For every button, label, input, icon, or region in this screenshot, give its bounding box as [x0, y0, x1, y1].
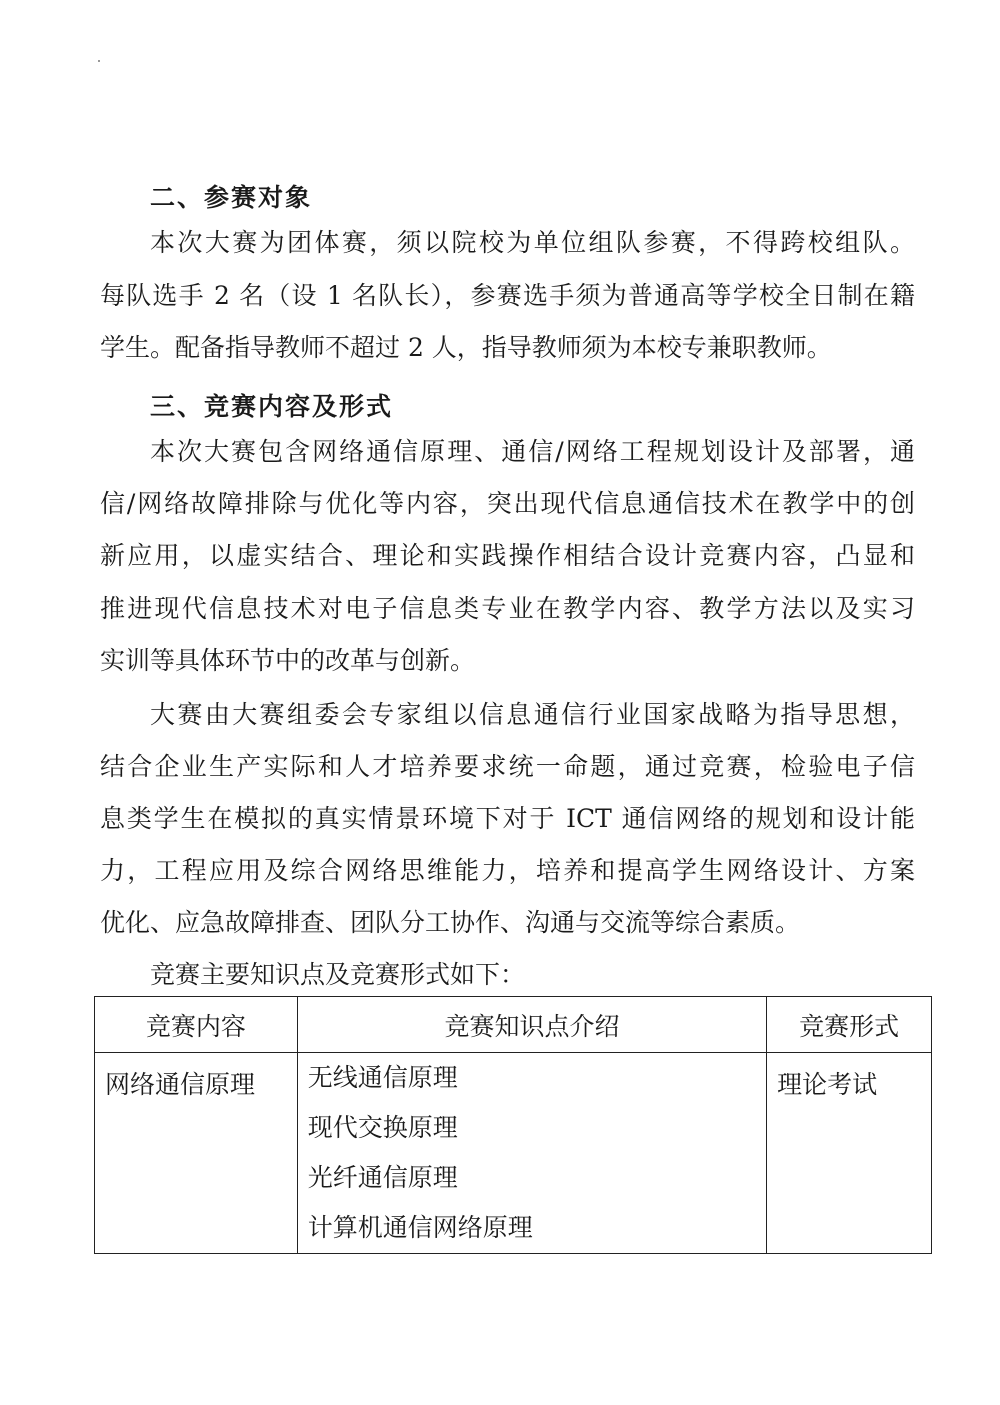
knowledge-point: 无线通信原理: [307, 1063, 458, 1092]
para-2-line-3: 息类学生在模拟的真实情景环境下对于 ICT 通信网络的规划和设计能: [100, 804, 915, 833]
para-1-line-1: 本次大赛包含网络通信原理、通信/网络工程规划设计及部署，通: [150, 437, 915, 466]
knowledge-point: 计算机通信网络原理: [307, 1213, 533, 1242]
table-intro: 竞赛主要知识点及竞赛形式如下：: [150, 960, 526, 989]
table-header-row: [95, 997, 932, 1053]
section-2-line-1: 本次大赛为团体赛，须以院校为单位组队参赛，不得跨校组队。: [150, 228, 915, 257]
cell-knowledge-points: [297, 1053, 766, 1254]
cell-content: [95, 1053, 298, 1254]
content-value: 网络通信原理: [105, 1070, 256, 1099]
para-1-line-4: 推进现代信息技术对电子信息类专业在教学内容、教学方法以及实习: [100, 594, 915, 623]
header-form: 竞赛形式: [767, 997, 932, 1053]
section-2-heading: 二、参赛对象: [150, 183, 313, 212]
section-2-line-3: 学生。配备指导教师不超过 2 人，指导教师须为本校专兼职教师。: [100, 333, 832, 362]
competition-table: [94, 996, 932, 1254]
para-1-line-5: 实训等具体环节中的改革与创新。: [100, 646, 476, 675]
knowledge-point: 光纤通信原理: [307, 1163, 458, 1192]
para-2-line-4: 力，工程应用及综合网络思维能力，培养和提高学生网络设计、方案: [100, 856, 915, 885]
para-1-line-3: 新应用，以虚实结合、理论和实践操作相结合设计竞赛内容，凸显和: [100, 541, 915, 570]
knowledge-point: 现代交换原理: [307, 1113, 458, 1142]
section-3-heading: 三、竞赛内容及形式: [150, 392, 394, 421]
knowledge-point-list: [298, 1053, 766, 1253]
para-2-line-5: 优化、应急故障排查、团队分工协作、沟通与交流等综合素质。: [100, 908, 801, 937]
para-1-line-2: 信/网络故障排除与优化等内容，突出现代信息通信技术在教学中的创: [100, 489, 915, 518]
para-2-line-2: 结合企业生产实际和人才培养要求统一命题，通过竞赛，检验电子信: [100, 752, 915, 781]
form-value: 理论考试: [777, 1070, 878, 1099]
header-knowledge-points: 竞赛知识点介绍: [297, 997, 766, 1053]
para-2-line-1: 大赛由大赛组委会专家组以信息通信行业国家战略为指导思想，: [150, 700, 915, 729]
section-2-line-2: 每队选手 2 名（设 1 名队长），参赛选手须为普通高等学校全日制在籍: [100, 281, 915, 310]
cell-form: [767, 1053, 932, 1254]
scan-speck: [98, 60, 100, 62]
header-content: 竞赛内容: [95, 997, 298, 1053]
table-row: [95, 1053, 932, 1254]
